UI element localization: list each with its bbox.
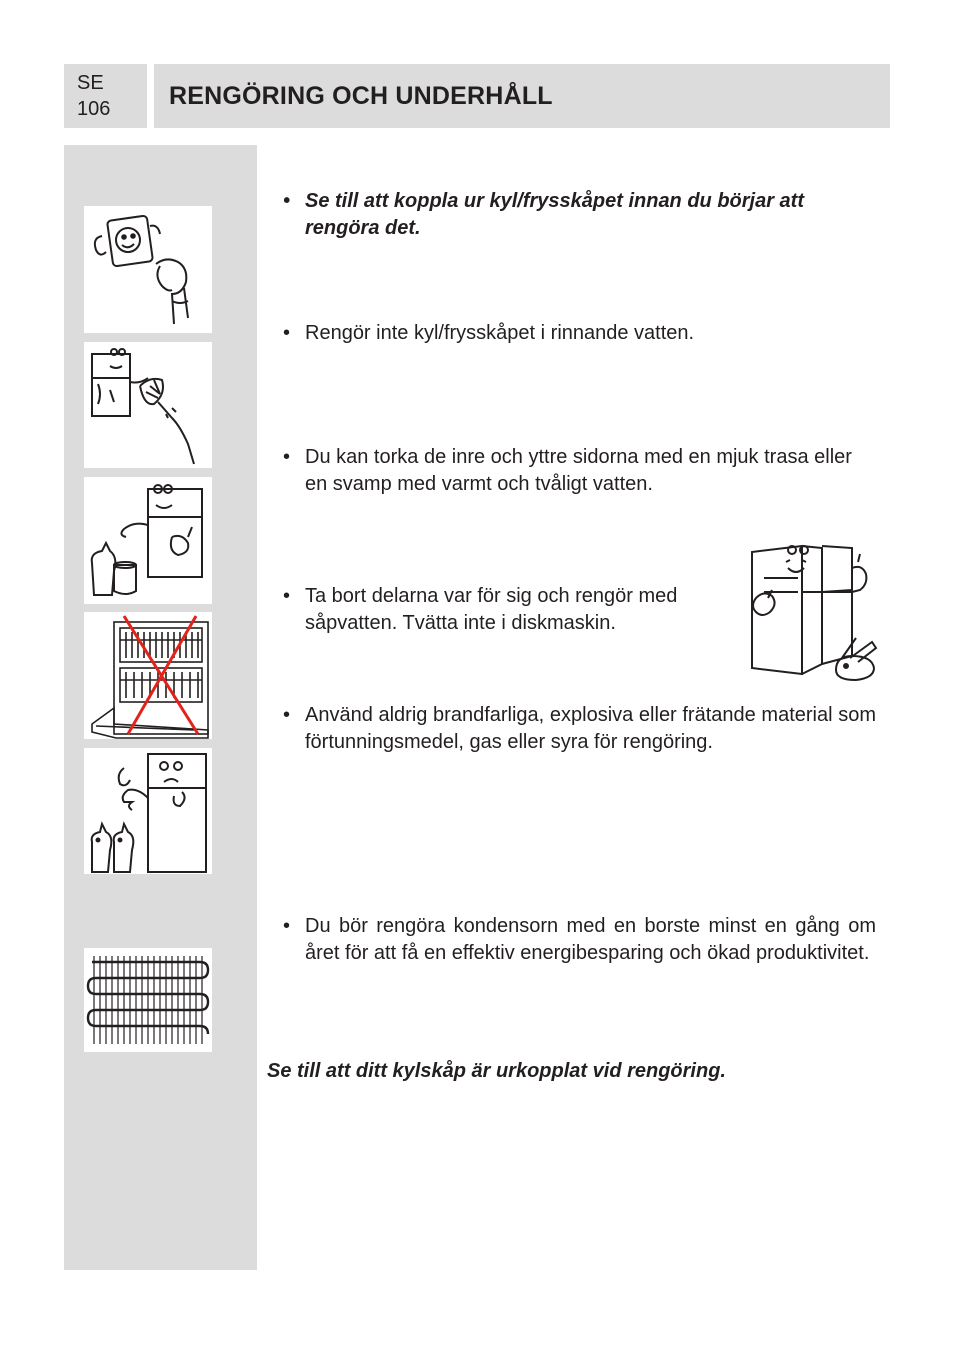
page-label [64, 64, 147, 128]
section-title: RENGÖRING OCH UNDERHÅLL [169, 82, 553, 110]
section-header [154, 64, 890, 128]
bullet-text: Se till att koppla ur kyl/frysskåpet innan du börjar att rengöra det. [305, 190, 805, 239]
unplug-socket-icon [84, 206, 212, 333]
bullet-text: Ta bort delarna var för sig och rengör med såpvatten. Tvätta inte i diskmaskin. [305, 585, 678, 634]
bullet-marker: • [283, 585, 291, 607]
footer-note: Se till att ditt kylskåp är urkopplat vid rengöring. [267, 1060, 726, 1082]
condenser-coil-icon [84, 948, 212, 1052]
bullet-unplug [283, 188, 876, 242]
bullet-text: Du kan torka de inre och yttre sidorna med en mjuk trasa eller en svamp med varmt och tvåligt vatten. [305, 446, 852, 495]
bullet-marker: • [283, 704, 291, 726]
language-code: SE [77, 72, 104, 94]
bullet-marker: • [283, 190, 291, 212]
no-chemicals-icon [84, 748, 212, 874]
wipe-fridge-icon [84, 477, 212, 604]
bullet-text: Du bör rengöra kondensorn med en borste minst en gång om året för att få en effektiv energibesparing och ökad produktivitet. [305, 915, 876, 964]
bullet-parts [283, 583, 735, 637]
bullet-no-flammables [283, 702, 876, 756]
bullet-no-water [283, 320, 876, 347]
page-number: 106 [77, 98, 111, 120]
bullet-condenser [283, 913, 876, 967]
bullet-marker: • [283, 446, 291, 468]
bullet-marker: • [283, 322, 291, 344]
no-dishwasher-icon [84, 612, 212, 739]
bullet-text: Rengör inte kyl/frysskåpet i rinnande vatten. [305, 322, 695, 344]
bullet-wipe [283, 444, 876, 498]
bullet-marker: • [283, 915, 291, 937]
clean-parts-fridge-icon [742, 538, 880, 690]
no-running-water-icon [84, 342, 212, 468]
bullet-text: Använd aldrig brandfarliga, explosiva eller frätande material som förtunningsmedel, gas eller syra för rengöring. [305, 704, 876, 753]
